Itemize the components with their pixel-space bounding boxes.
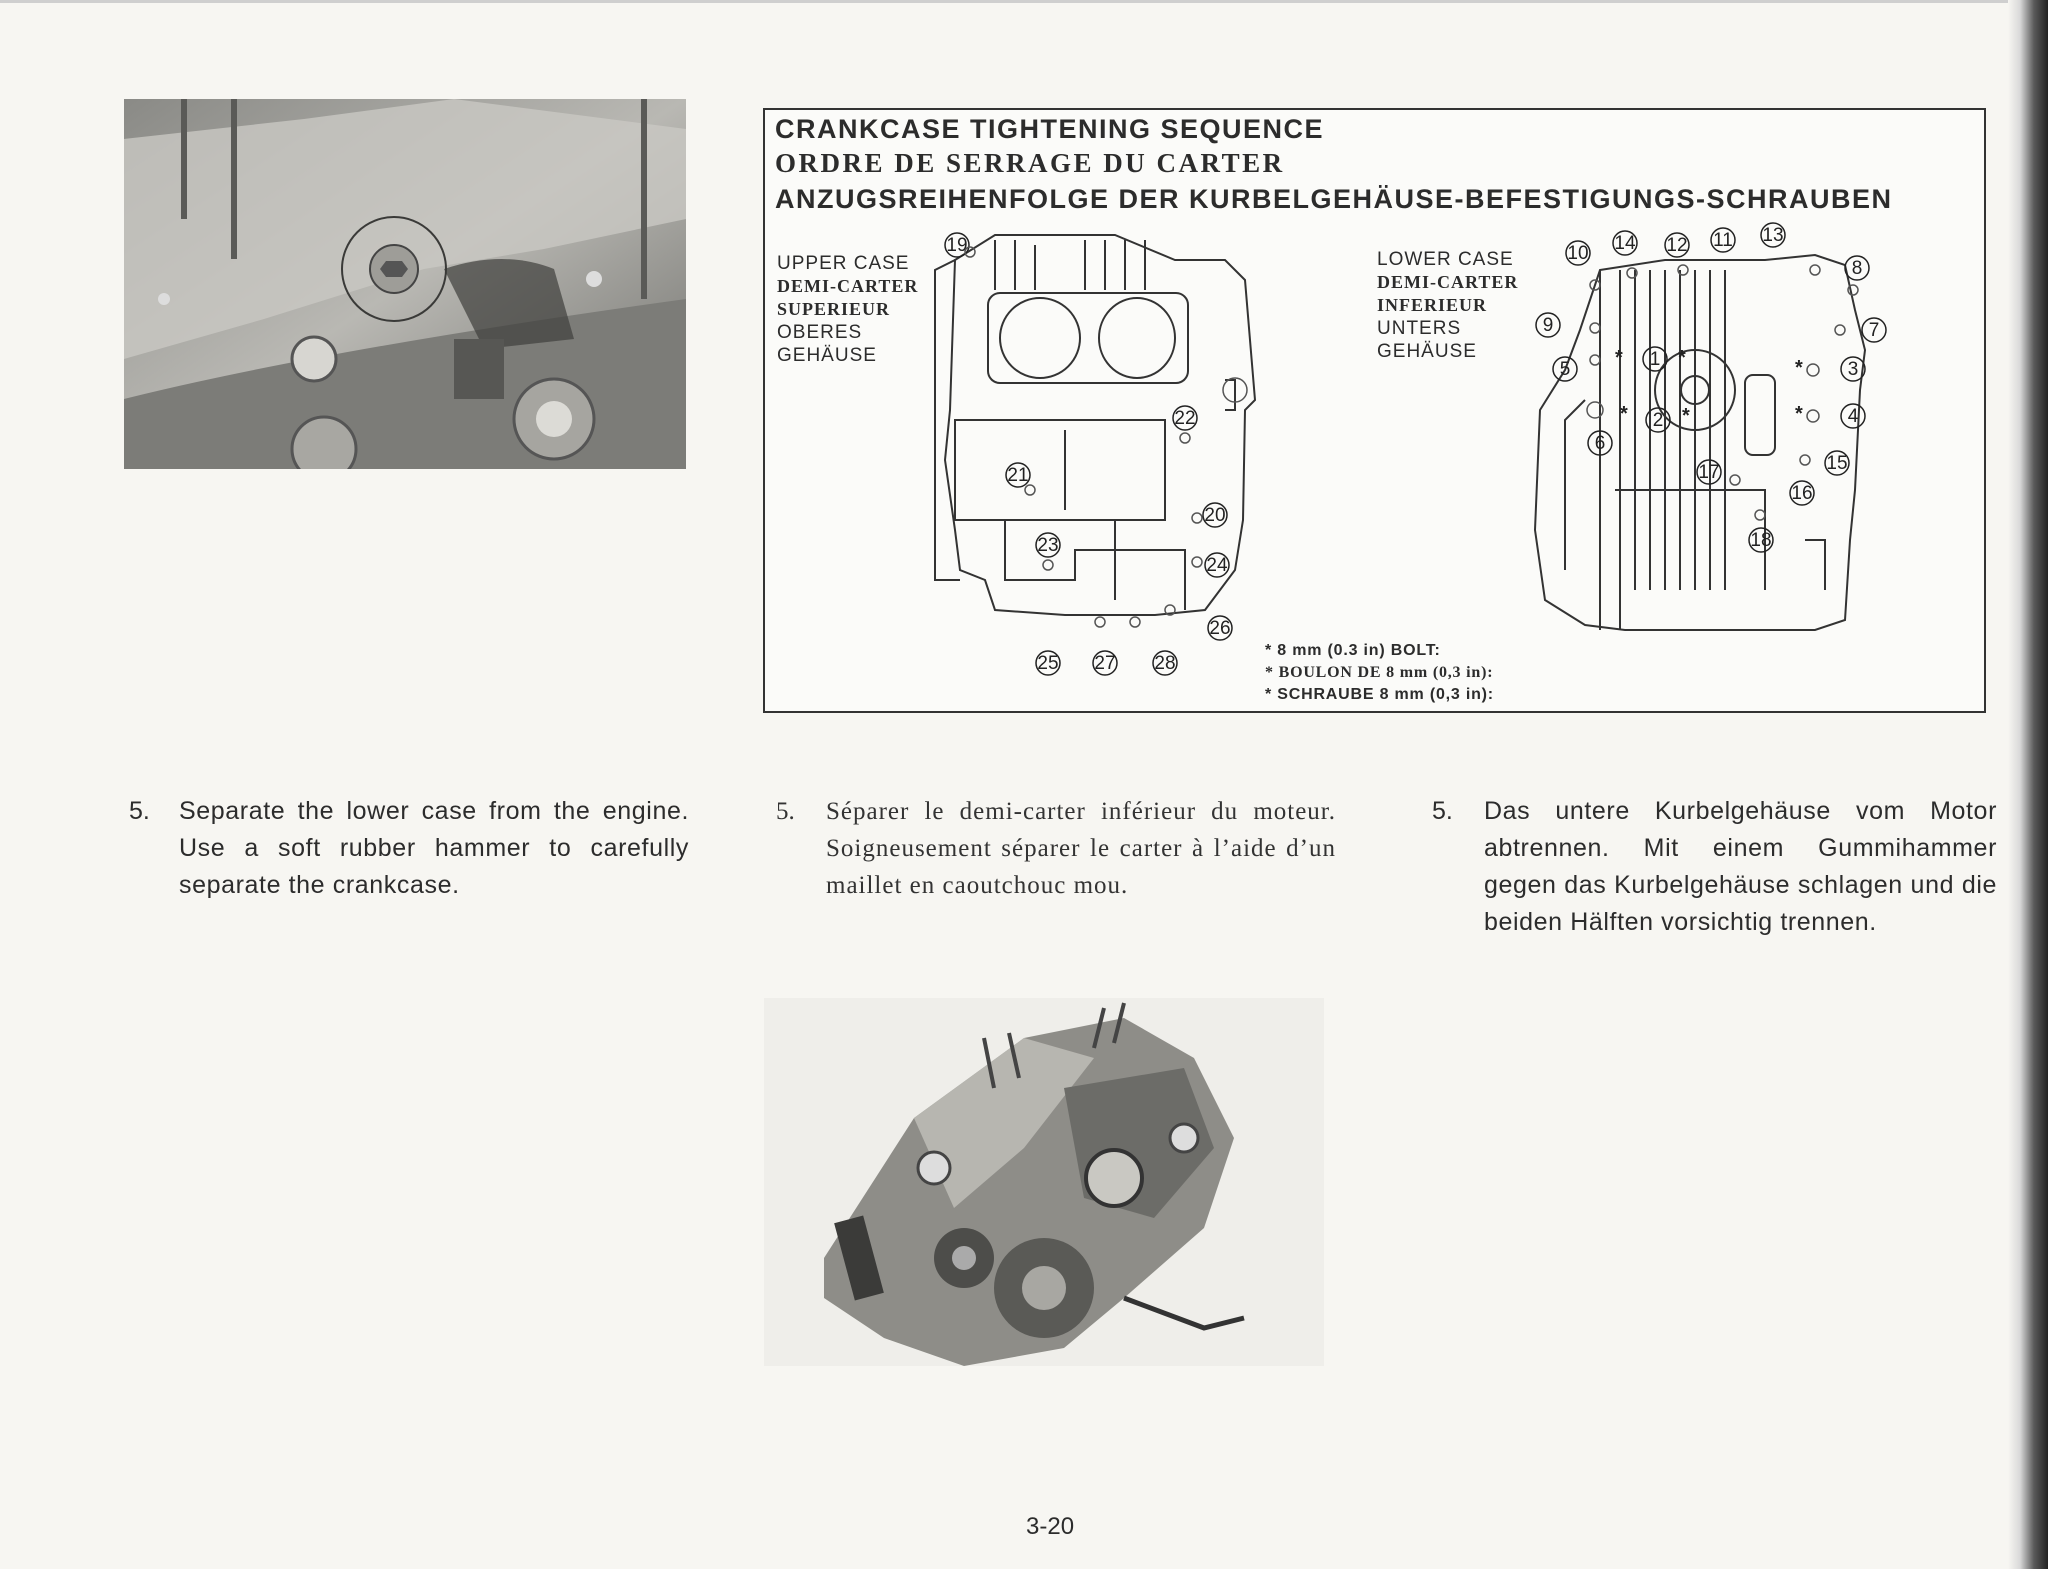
bolt-number: 23 — [1037, 535, 1059, 556]
bolt-number: 16 — [1791, 483, 1813, 504]
bolt-11 — [1711, 228, 1735, 252]
bolt-1 — [1643, 347, 1667, 371]
bolt-5 — [1553, 357, 1577, 381]
step-text: Das untere Kurbelgehäuse vom Motor abtrennen. Mit einem Gummihammer gegen das Kurbelgehäuse schlagen und die beiden Hälften vorsichtig trennen. — [1484, 797, 1997, 936]
diagram-title-en: CRANKCASE TIGHTENING SEQUENCE — [775, 114, 1325, 144]
bolt-7 — [1862, 318, 1886, 342]
bolt-number: 24 — [1206, 555, 1228, 576]
bolt-number: 18 — [1750, 530, 1772, 551]
bolt-size-note: * 8 mm (0.3 in) BOLT: * BOULON DE 8 mm (0,3 in): * SCHRAUBE 8 mm (0,3 in): — [1265, 642, 1494, 703]
svg-text:*: * — [1615, 347, 1623, 369]
svg-text:*: * — [1678, 347, 1686, 369]
tightening-sequence-diagram — [763, 108, 1986, 713]
bolt-8 — [1845, 256, 1869, 280]
bolt-number: 21 — [1007, 465, 1029, 486]
bolt-25 — [1036, 651, 1060, 675]
bolt-14 — [1613, 231, 1637, 255]
svg-text:*: * — [1682, 405, 1690, 427]
bolt-26 — [1208, 616, 1232, 640]
bolt-number: 28 — [1154, 653, 1176, 674]
bolt-10 — [1566, 241, 1590, 265]
bolt-number: 17 — [1698, 462, 1720, 483]
bolt-number: 6 — [1594, 433, 1606, 454]
bolt-4 — [1841, 404, 1865, 428]
step-number: 5. — [1432, 797, 1453, 825]
bolt-number: 1 — [1649, 349, 1661, 370]
bolt-number: 3 — [1847, 359, 1859, 380]
page-top-edge — [0, 0, 2048, 3]
bolt-number: 5 — [1559, 359, 1571, 380]
step-5-german — [1432, 793, 1997, 941]
bolt-number: 19 — [946, 235, 968, 256]
bolt-number: 20 — [1204, 505, 1226, 526]
svg-text:*: * — [1795, 357, 1803, 379]
step-number: 5. — [129, 797, 150, 825]
bolt-24 — [1205, 553, 1229, 577]
bolt-13 — [1761, 223, 1785, 247]
bolt-6 — [1588, 431, 1612, 455]
lower-bolt-holes — [1587, 265, 1858, 520]
svg-text:*: * — [1795, 403, 1803, 425]
bolt-17 — [1697, 460, 1721, 484]
step-5-french — [776, 793, 1336, 904]
diagram-title-de: ANZUGSREIHENFOLGE DER KURBELGEHÄUSE-BEFESTIGUNGS-SCHRAUBEN — [775, 184, 1893, 214]
bolt-22 — [1173, 406, 1197, 430]
crankcase-closeup-photo — [124, 99, 686, 469]
bolt-15 — [1825, 451, 1849, 475]
bolt-16 — [1790, 481, 1814, 505]
lower-case-label: LOWER CASE DEMI-CARTER INFERIEUR UNTERS GEHÄUSE — [1377, 249, 1519, 362]
upper-bolt-markers — [945, 233, 1232, 675]
upper-case-label: UPPER CASE DEMI-CARTER SUPERIEUR OBERES GEHÄUSE — [777, 253, 919, 366]
bolt-20 — [1203, 503, 1227, 527]
bolt-number: 4 — [1847, 406, 1859, 427]
crankcase-outline-drawings — [765, 110, 1984, 711]
step-text: Separate the lower case from the engine. Use a soft rubber hammer to carefully separate the crankcase. — [179, 797, 689, 899]
separated-crankcase-photo — [764, 998, 1324, 1366]
bolt-21 — [1006, 463, 1030, 487]
bolt-number: 14 — [1614, 233, 1636, 254]
bolt-number: 27 — [1094, 653, 1116, 674]
upper-bolt-holes — [965, 247, 1247, 627]
bolt-number: 12 — [1666, 235, 1688, 256]
step-5-english — [129, 793, 689, 904]
bolt-number: 2 — [1652, 410, 1664, 431]
bolt-number: 25 — [1037, 653, 1059, 674]
bolt-3 — [1841, 357, 1865, 381]
bolt-number: 8 — [1851, 258, 1863, 279]
bolt-number: 22 — [1174, 408, 1196, 429]
bolt-number: 7 — [1868, 320, 1880, 341]
bolt-number: 26 — [1209, 618, 1231, 639]
bolt-number: 11 — [1713, 230, 1733, 251]
page-number: 3-20 — [1026, 1513, 1075, 1540]
step-text: Séparer le demi-carter inférieur du moteur. Soigneusement séparer le carter à l’aide d’un maillet en caoutchouc mou. — [826, 798, 1336, 899]
bolt-28 — [1153, 651, 1177, 675]
diagram-title-fr: ORDRE DE SERRAGE DU CARTER — [775, 148, 1285, 178]
bolt-18 — [1749, 528, 1773, 552]
bolt-23 — [1036, 533, 1060, 557]
lower-case-drawing — [1535, 255, 1865, 630]
bolt-number: 9 — [1542, 315, 1554, 336]
bolt-number: 10 — [1567, 243, 1589, 264]
bolt-number: 13 — [1762, 225, 1784, 246]
bolt-12 — [1665, 233, 1689, 257]
step-number: 5. — [776, 798, 795, 825]
svg-text:*: * — [1620, 403, 1628, 425]
bolt-number: 15 — [1826, 453, 1848, 474]
bolt-9 — [1536, 313, 1560, 337]
bolt-27 — [1093, 651, 1117, 675]
book-binding-shadow — [2008, 0, 2048, 1569]
